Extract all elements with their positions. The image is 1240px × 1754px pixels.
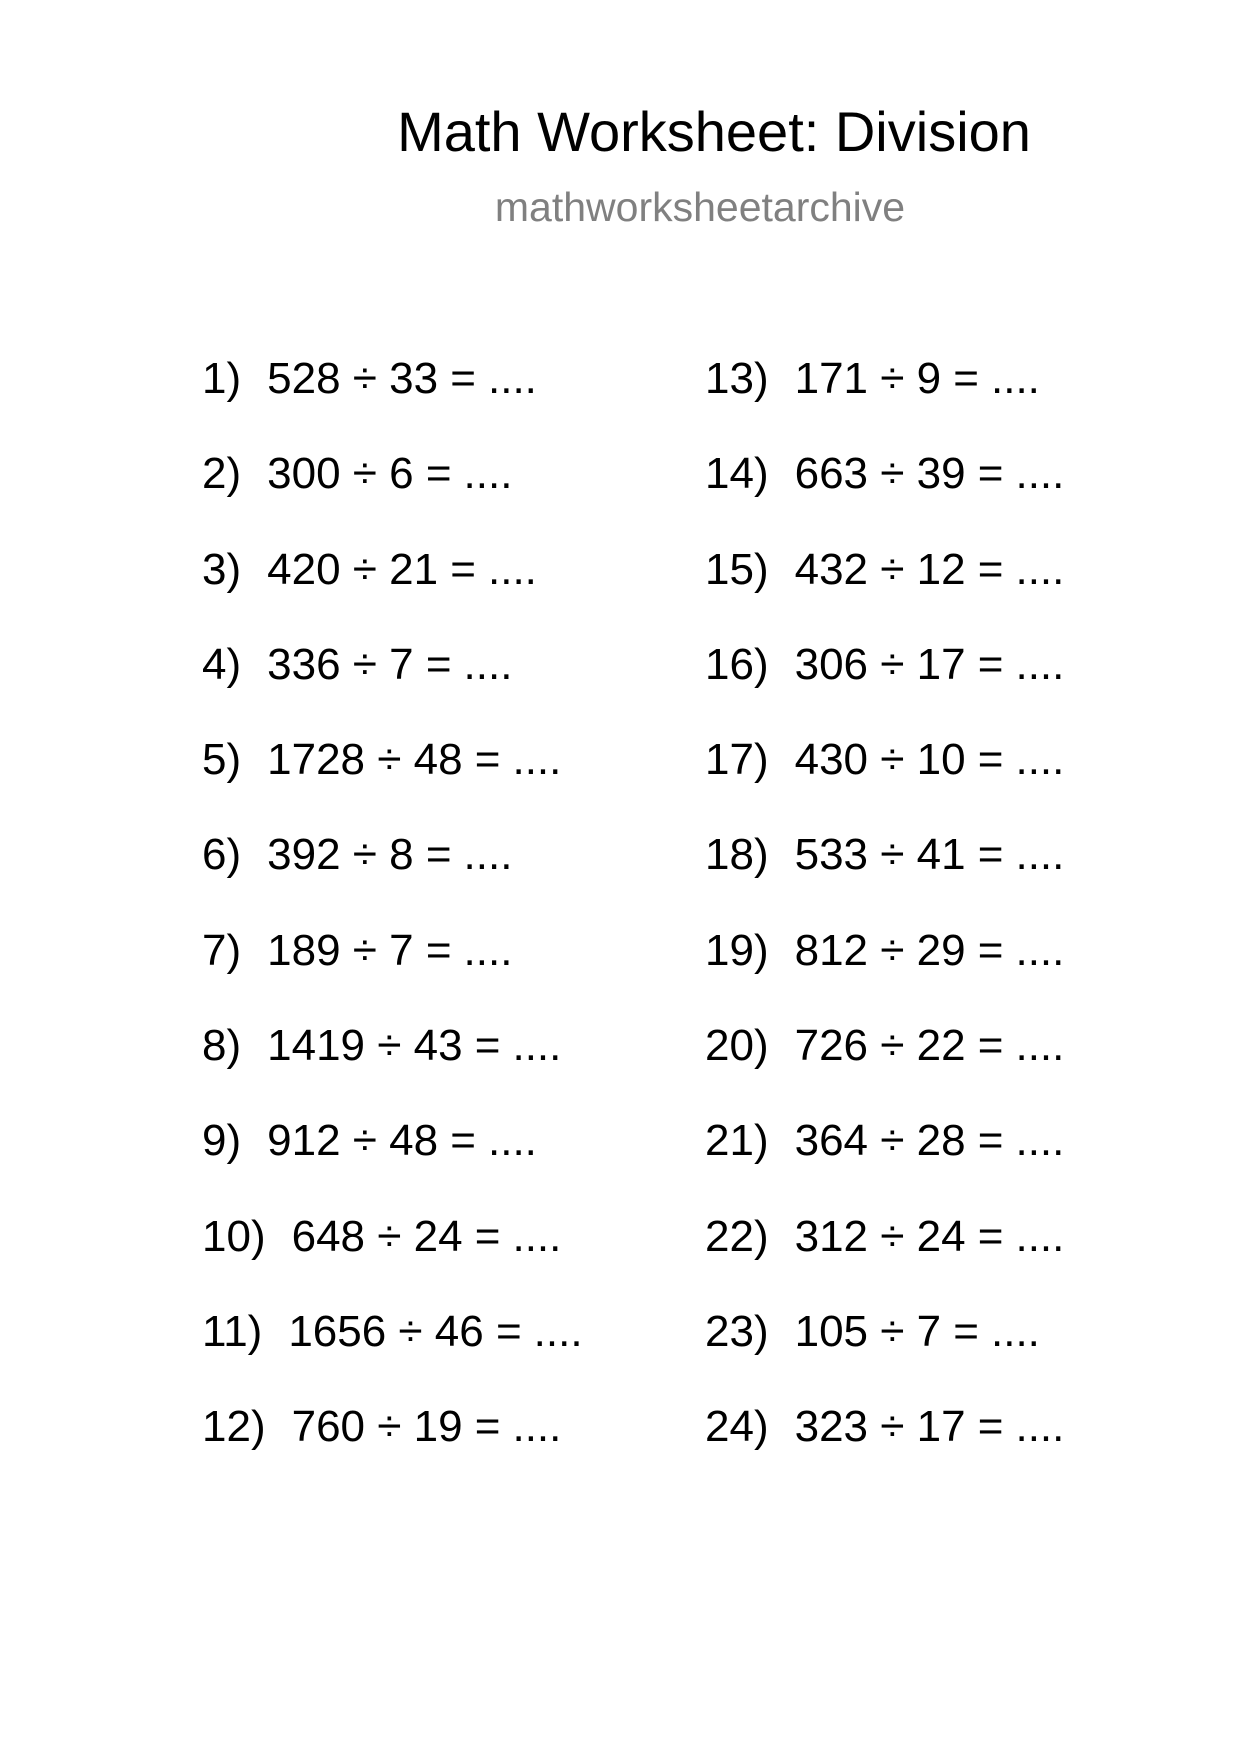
problem-number: 22): [705, 1211, 769, 1261]
problem-expression: 171 ÷ 9 =: [794, 354, 979, 403]
answer-blank[interactable]: ....: [1015, 1402, 1065, 1452]
problem-number: 15): [705, 544, 769, 594]
problem-number: 10): [202, 1211, 266, 1261]
problem-expression: 430 ÷ 10 =: [794, 735, 1004, 785]
problem-number: 18): [705, 830, 769, 880]
problem-expression: 912 ÷ 48 =: [267, 1116, 476, 1166]
problem-number: 13): [705, 354, 769, 403]
problem-item: [202, 1116, 583, 1211]
answer-blank[interactable]: ....: [463, 830, 513, 880]
answer-blank[interactable]: ....: [1015, 544, 1065, 594]
problem-item: [705, 735, 1064, 830]
problem-expression: 648 ÷ 24 =: [291, 1211, 501, 1261]
problem-item: [705, 545, 1064, 640]
answer-blank[interactable]: ....: [463, 639, 513, 689]
problem-item: [705, 1116, 1064, 1211]
problem-expression: 189 ÷ 7 =: [267, 925, 452, 975]
problem-number: 17): [705, 735, 769, 785]
problem-number: 21): [705, 1116, 769, 1166]
problem-item: [202, 830, 583, 925]
problem-number: 3): [202, 544, 242, 594]
answer-blank[interactable]: ....: [488, 354, 537, 403]
answer-blank[interactable]: ....: [991, 1306, 1040, 1356]
problem-number: 1): [202, 354, 242, 403]
problem-item: [202, 449, 583, 544]
answer-blank[interactable]: ....: [991, 354, 1040, 403]
problem-item: [202, 926, 583, 1021]
problem-expression: 392 ÷ 8 =: [267, 830, 452, 880]
answer-blank[interactable]: ....: [1015, 639, 1065, 689]
problem-number: 2): [202, 449, 242, 499]
problem-item: [202, 1021, 583, 1116]
problem-expression: 1728 ÷ 48 =: [267, 735, 501, 785]
problem-item: [705, 354, 1064, 449]
answer-blank[interactable]: ....: [512, 1021, 562, 1071]
problem-number: 7): [202, 925, 242, 975]
answer-blank[interactable]: ....: [1015, 735, 1065, 785]
problem-expression: 528 ÷ 33 =: [267, 354, 476, 403]
answer-blank[interactable]: ....: [512, 1211, 562, 1261]
problem-item: [705, 1307, 1064, 1402]
problem-item: [705, 640, 1064, 735]
problem-expression: 760 ÷ 19 =: [291, 1402, 501, 1452]
problem-item: [705, 926, 1064, 1021]
answer-blank[interactable]: ....: [488, 1116, 537, 1166]
problem-item: [705, 830, 1064, 925]
answer-blank[interactable]: ....: [1015, 1211, 1065, 1261]
problem-item: [202, 735, 583, 830]
problem-expression: 812 ÷ 29 =: [794, 925, 1004, 975]
problem-number: 9): [202, 1116, 242, 1166]
problem-item: [705, 1212, 1064, 1307]
problem-expression: 300 ÷ 6 =: [267, 449, 452, 499]
problem-item: [202, 1402, 583, 1497]
problem-number: 4): [202, 639, 242, 689]
problem-expression: 432 ÷ 12 =: [794, 544, 1004, 594]
problem-item: [202, 354, 583, 449]
answer-blank[interactable]: ....: [533, 1306, 583, 1356]
problem-item: [202, 1212, 583, 1307]
problem-expression: 420 ÷ 21 =: [267, 544, 476, 594]
problem-expression: 336 ÷ 7 =: [267, 639, 452, 689]
worksheet-source: mathworksheetarchive: [494, 184, 906, 230]
problem-number: 6): [202, 830, 242, 880]
problem-item: [202, 640, 583, 735]
problem-expression: 1656 ÷ 46 =: [288, 1306, 522, 1356]
problem-number: 20): [705, 1021, 769, 1071]
answer-blank[interactable]: ....: [1015, 830, 1065, 880]
problem-number: 14): [705, 449, 769, 499]
problem-expression: 364 ÷ 28 =: [794, 1116, 1004, 1166]
answer-blank[interactable]: ....: [463, 925, 513, 975]
problem-number: 24): [705, 1402, 769, 1452]
problem-expression: 1419 ÷ 43 =: [267, 1021, 501, 1071]
problem-expression: 105 ÷ 7 =: [794, 1306, 979, 1356]
problem-number: 11): [202, 1306, 263, 1356]
problem-number: 23): [705, 1306, 769, 1356]
problem-expression: 726 ÷ 22 =: [794, 1021, 1004, 1071]
problem-item: [705, 1402, 1064, 1497]
answer-blank[interactable]: ....: [1015, 449, 1065, 499]
problem-number: 8): [202, 1021, 242, 1071]
problem-column-left: [202, 354, 583, 1498]
problem-expression: 533 ÷ 41 =: [794, 830, 1004, 880]
problem-expression: 663 ÷ 39 =: [794, 449, 1004, 499]
problem-number: 5): [202, 735, 242, 785]
answer-blank[interactable]: ....: [463, 449, 513, 499]
problem-item: [202, 545, 583, 640]
problem-number: 12): [202, 1402, 266, 1452]
problem-expression: 323 ÷ 17 =: [794, 1402, 1004, 1452]
answer-blank[interactable]: ....: [512, 1402, 562, 1452]
problem-item: [202, 1307, 583, 1402]
problem-expression: 312 ÷ 24 =: [794, 1211, 1004, 1261]
problem-number: 16): [705, 639, 769, 689]
problem-item: [705, 449, 1064, 544]
problem-column-right: [705, 354, 1064, 1498]
answer-blank[interactable]: ....: [512, 735, 562, 785]
answer-blank[interactable]: ....: [1015, 1021, 1065, 1071]
worksheet-title: Math Worksheet: Division: [397, 100, 1031, 163]
problem-number: 19): [705, 925, 769, 975]
answer-blank[interactable]: ....: [1015, 925, 1065, 975]
problem-expression: 306 ÷ 17 =: [794, 639, 1004, 689]
answer-blank[interactable]: ....: [488, 544, 537, 594]
problem-item: [705, 1021, 1064, 1116]
answer-blank[interactable]: ....: [1015, 1116, 1065, 1166]
